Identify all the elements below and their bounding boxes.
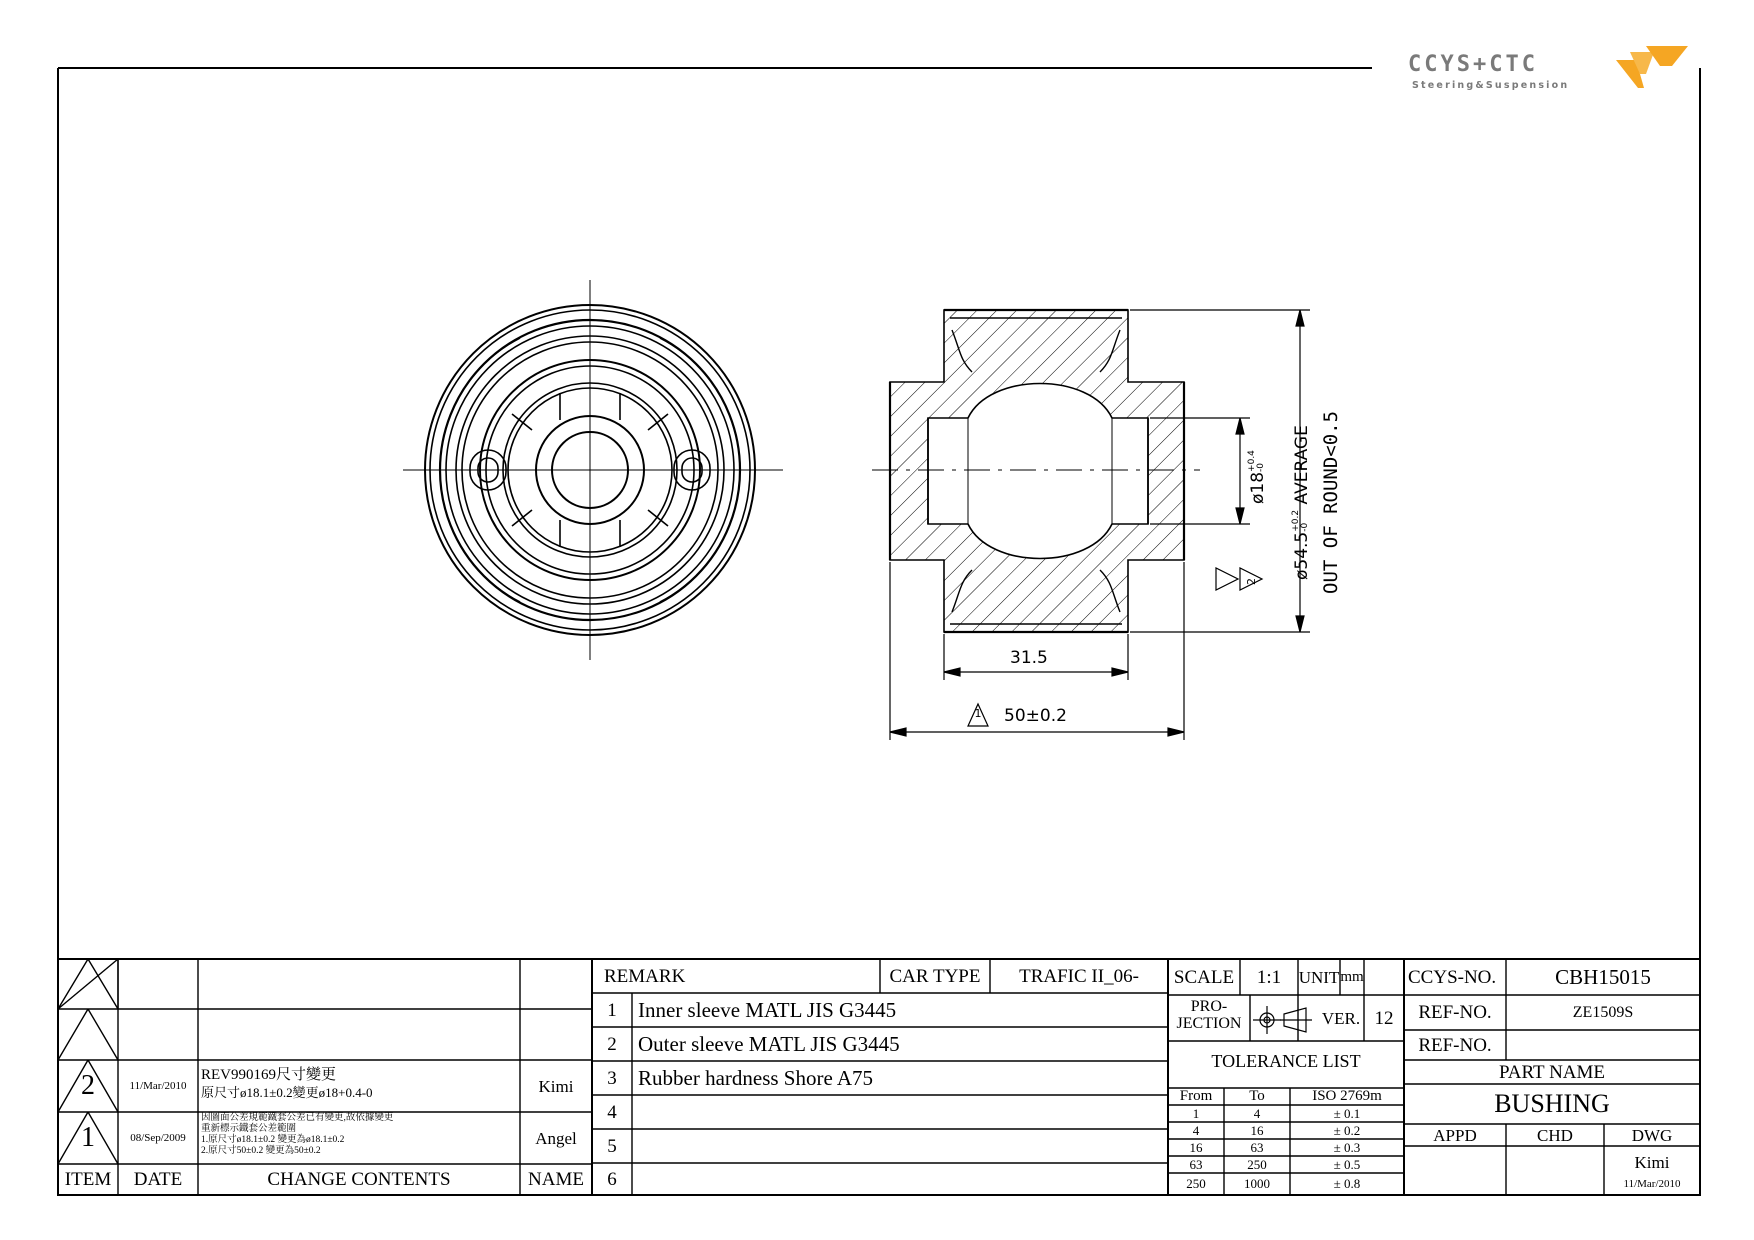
rev-item-2: 2 [81,1070,95,1101]
bore-tol-upper: +0.4 [1247,450,1257,472]
projection-label-1: PRO- [1190,998,1228,1015]
remark-no-6: 6 [607,1168,617,1190]
remark-no-4: 4 [607,1101,617,1123]
projection-symbol-icon [1253,1006,1312,1034]
car-type-value: TRAFIC II_06- [1019,965,1139,987]
rev-contents-2-line2: 原尺寸ø18.1±0.2變更ø18+0.4-0 [201,1085,373,1100]
tol-value-1: ± 0.1 [1333,1106,1361,1121]
scale-value: 1:1 [1256,966,1282,988]
header-change-contents: CHANGE CONTENTS [267,1169,451,1190]
remark-text-1: Inner sleeve MATL JIS G3445 [638,997,897,1022]
logo-tagline: Steering&Suspension [1412,80,1570,91]
part-name-value: BUSHING [1494,1089,1610,1118]
ver-value: 12 [1374,1007,1394,1029]
scale-label: SCALE [1173,966,1235,988]
remark-text-2: Outer sleeve MATL JIS G3445 [638,1031,900,1056]
outer-dimension [1292,425,1312,580]
ref-no-2-label: REF-NO. [1418,1034,1492,1056]
rev-contents-1-line2: 重新標示鐵套公差範圍 [201,1124,297,1134]
bore-dimension [1247,416,1272,504]
remark-no-5: 5 [607,1135,617,1157]
front-view [403,280,783,660]
ver-label: VER. [1321,1008,1361,1028]
tol-from-2: 4 [1192,1123,1200,1138]
ccys-no-label: CCYS-NO. [1408,966,1497,988]
overall-length-label: 50±0.2 [1004,706,1067,726]
unit-value: mm [1340,968,1364,985]
tol-to-5: 1000 [1244,1175,1270,1191]
tol-value-2: ± 0.2 [1333,1123,1361,1138]
round-note: OUT OF ROUND<0.5 [1320,410,1342,594]
projection-label-2: JECTION [1176,1015,1242,1032]
marker-1-label: 1 [974,707,982,720]
inner-length-label: 31.5 [1010,648,1048,668]
rev-item-1: 1 [81,1122,95,1153]
remark-no-1: 1 [607,999,617,1021]
dwg-label: DWG [1631,1125,1673,1145]
unit-label: UNIT [1298,967,1340,987]
bore-tol-lower: -0 [1256,462,1267,472]
projection-label [1168,998,1250,1032]
tol-to-2: 16 [1250,1123,1264,1138]
outer-note: AVERAGE [1292,425,1312,505]
rev-date-1: 08/Sep/2009 [130,1131,186,1144]
tol-to-3: 63 [1250,1140,1264,1155]
bore-value: ø18 [1248,471,1268,504]
rev-date-2: 11/Mar/2010 [129,1079,187,1092]
ref-no-1-value: ZE1509S [1572,1003,1634,1021]
remark-text-3: Rubber hardness Shore A75 [638,1065,874,1090]
dwg-date: 11/Mar/2010 [1623,1177,1681,1190]
rev-name-1: Angel [535,1128,577,1148]
dwg-name: Kimi [1634,1152,1670,1172]
logo-brand: CCYS+CTC [1408,52,1538,77]
outer-value: ø54.5 [1292,531,1312,580]
tol-to-4: 250 [1247,1157,1267,1172]
rev-contents-1-line3: 1.原尺寸ø18.1±0.2 變更為ø18.1±0.2 [201,1135,345,1145]
remark-no-3: 3 [607,1067,617,1089]
remark-header: REMARK [604,965,686,987]
rev-contents-2-line1: REV990169尺寸變更 [201,1067,337,1083]
tol-from-4: 63 [1189,1157,1203,1172]
rev-name-2: Kimi [538,1076,574,1096]
rev-contents-1-line1: 因圖面公差規範鐵套公差已有變更,故依據變更 [201,1113,394,1123]
header-name: NAME [528,1169,584,1190]
tol-header-to: To [1249,1088,1265,1104]
car-type-label: CAR TYPE [889,965,981,987]
header-date: DATE [133,1169,183,1190]
ccys-no-value: CBH15015 [1555,964,1651,989]
remark-no-2: 2 [607,1033,617,1055]
tol-from-3: 16 [1189,1140,1203,1155]
ref-no-1-label: REF-NO. [1418,1002,1492,1023]
header-item: ITEM [64,1169,112,1190]
appd-label: APPD [1433,1125,1477,1145]
tolerance-title: TOLERANCE LIST [1211,1051,1361,1071]
chd-label: CHD [1537,1125,1573,1145]
tol-from-1: 1 [1192,1106,1200,1121]
rev-contents-2 [201,1066,373,1102]
rev-contents-1-line4: 2.原尺寸50±0.2 變更為50±0.2 [201,1146,321,1156]
tol-value-4: ± 0.5 [1333,1157,1361,1172]
outer-tol-upper: +0.2 [1291,509,1301,532]
rev-contents-1 [201,1113,393,1157]
tol-header-from: From [1179,1088,1213,1104]
section-view [872,310,1200,632]
tol-value-3: ± 0.3 [1333,1140,1361,1155]
part-name-label: PART NAME [1498,1061,1606,1083]
tol-value-5: ± 0.8 [1333,1175,1361,1191]
outer-tol-lower: -0 [1300,522,1311,532]
tol-header-iso: ISO 2769m [1312,1088,1382,1104]
marker-2-label: 2 [1245,578,1258,585]
tol-to-1: 4 [1253,1106,1261,1121]
tol-from-5: 250 [1186,1175,1206,1191]
